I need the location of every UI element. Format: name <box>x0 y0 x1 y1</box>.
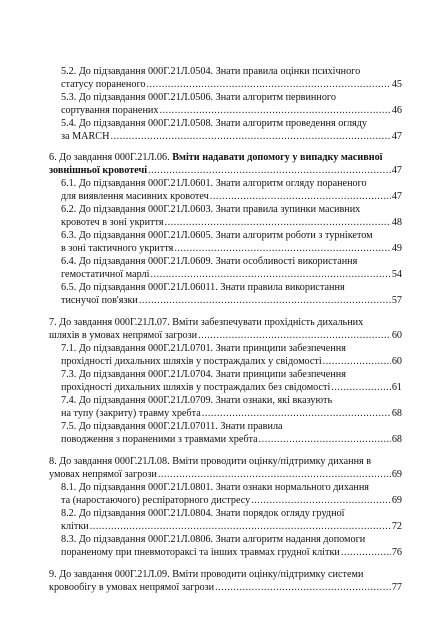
toc-entry-text: 7.5. До підзавдання 000Г.21Л.07011. Знати правила <box>61 421 283 432</box>
toc-section-6 <box>49 152 383 164</box>
toc-entry-7-1-cont <box>61 356 402 368</box>
toc-entry-6-2-cont <box>61 217 402 229</box>
toc-entry-text: 5.2. До підзавдання 000Г.21Л.0504. Знати правила оцінки психічного <box>61 66 361 77</box>
toc-section-text: кровообігу в умовах непрямої загрози <box>49 582 215 593</box>
toc-page-number: 60 <box>391 356 402 367</box>
toc-leader-dots <box>148 165 391 177</box>
toc-entry-6-4-cont <box>61 269 402 281</box>
toc-entry-text: поводження з пораненими з травмами хребта <box>61 434 258 445</box>
toc-section-text: 7. До завдання 000Г.21Л.07. Вміти забезпечувати прохідність дихальних <box>49 317 364 328</box>
toc-entry-text: 6.3. До підзавдання 000Г.21Л.0605. Знати алгоритм роботи з турнікетом <box>61 230 373 241</box>
toc-entry-text: сортування поранених <box>61 105 159 116</box>
toc-leader-dots <box>174 243 390 255</box>
toc-leader-dots <box>139 295 391 307</box>
toc-entry-text: 7.4. До підзавдання 000Г.21Л.0709. Знати ознаки, які вказують <box>61 395 333 406</box>
toc-section-7 <box>49 317 363 329</box>
toc-entry-text: прохідності дихальних шляхів у постраждалих у свідомості <box>61 356 322 367</box>
toc-entry-text: на тупу (закриту) травму хребта <box>61 408 201 419</box>
toc-page-number: 69 <box>391 495 402 506</box>
toc-entry-text: 5.3. До підзавдання 000Г.21Л.0506. Знати алгоритм первинного <box>61 92 336 103</box>
toc-page-number: 57 <box>391 295 402 306</box>
toc-leader-dots <box>110 131 390 143</box>
toc-entry-7-5-cont <box>61 434 402 446</box>
toc-page-number: 61 <box>391 382 402 393</box>
toc-entry-6-2 <box>61 204 360 216</box>
toc-entry-text: 8.2. До підзавдання 000Г.21Л.0804. Знати порядок огляду грудної <box>61 508 345 519</box>
toc-page-number: 72 <box>391 521 402 532</box>
toc-entry-6-3 <box>61 230 373 242</box>
toc-entry-6-3-cont <box>61 243 402 255</box>
toc-entry-6-1-cont <box>61 191 402 203</box>
toc-entry-text: тиснучої пов'язки <box>61 295 138 306</box>
toc-page-number: 54 <box>391 269 402 280</box>
toc-entry-text: 8.3. До підзавдання 000Г.21Л.0806. Знати алгоритм надання допомоги <box>61 534 366 545</box>
toc-entry-text: пораненому при пневмотораксі та інших травмах грудної клітки <box>61 547 340 558</box>
toc-section-7-cont <box>49 330 402 342</box>
toc-page-number: 47 <box>391 191 402 202</box>
toc-entry-6-5-cont <box>61 295 402 307</box>
toc-entry-7-3 <box>61 369 346 381</box>
toc-entry-8-2 <box>61 508 345 520</box>
toc-entry-7-4-cont <box>61 408 402 420</box>
toc-leader-dots <box>341 547 391 559</box>
toc-page-number: 69 <box>391 469 402 480</box>
toc-entry-text: клітки <box>61 521 89 532</box>
toc-leader-dots <box>147 79 391 91</box>
toc-leader-dots <box>210 191 391 203</box>
toc-leader-dots <box>165 217 391 229</box>
toc-entry-5-2 <box>61 66 360 78</box>
toc-entry-7-5 <box>61 421 283 433</box>
toc-section-text: умовах непрямої загрози <box>49 469 157 480</box>
toc-entry-text: в зоні тактичного укриття <box>61 243 174 254</box>
toc-entry-6-5 <box>61 282 345 294</box>
toc-entry-7-4 <box>61 395 332 407</box>
toc-entry-6-1 <box>61 178 367 190</box>
toc-leader-dots <box>215 582 391 594</box>
toc-entry-7-1 <box>61 343 346 355</box>
toc-entry-text: 8.1. До підзавдання 000Г.21Л.0801. Знати ознаки нормального дихання <box>61 482 369 493</box>
toc-entry-text: 6.2. До підзавдання 000Г.21Л.0603. Знати правила зупинки масивних <box>61 204 361 215</box>
toc-section-8 <box>49 456 371 468</box>
toc-leader-dots <box>323 356 391 368</box>
toc-entry-text: 5.4. До підзавдання 000Г.21Л.0508. Знати алгоритм проведення огляду <box>61 118 368 129</box>
toc-entry-text: 6.5. До підзавдання 000Г.21Л.06011. Знати правила використання <box>61 282 345 293</box>
toc-entry-8-3 <box>61 534 365 546</box>
toc-entry-text: 6.4. До підзавдання 000Г.21Л.0609. Знати особливості використання <box>61 256 358 267</box>
toc-entry-5-3 <box>61 92 336 104</box>
toc-page-number: 46 <box>391 105 402 116</box>
toc-entry-text: 7.1. До підзавдання 000Г.21Л.0701. Знати принципи забезпечення <box>61 343 346 354</box>
toc-section-text: 9. До завдання 000Г.21Л.09. Вміти проводити оцінку/підтримку системи <box>49 569 364 580</box>
toc-section-text: шляхів в умовах непрямої загрози <box>49 330 198 341</box>
toc-entry-text: за MARCH <box>61 131 110 142</box>
toc-page-number: 47 <box>391 131 402 142</box>
toc-leader-dots <box>331 382 391 394</box>
toc-entry-5-4 <box>61 118 367 130</box>
toc-leader-dots <box>159 105 390 117</box>
toc-entry-7-3-cont <box>61 382 402 394</box>
toc-leader-dots <box>259 434 391 446</box>
toc-page-number: 48 <box>391 217 402 228</box>
toc-entry-8-1 <box>61 482 369 494</box>
toc-entry-5-2-cont <box>61 79 402 91</box>
toc-section-6-cont <box>49 165 402 177</box>
toc-section-title: Вміти надавати допомогу у випадку масивної <box>172 152 383 163</box>
toc-leader-dots <box>202 408 391 420</box>
toc-leader-dots <box>251 495 391 507</box>
toc-page-number: 76 <box>391 547 402 558</box>
toc-page-number: 47 <box>391 165 402 176</box>
toc-section-8-cont <box>49 469 402 481</box>
toc-page-number: 45 <box>391 79 402 90</box>
toc-entry-text: для виявлення масивних кровотеч <box>61 191 209 202</box>
toc-page-number: 68 <box>391 434 402 445</box>
toc-entry-text: кровотеч в зоні укриття <box>61 217 164 228</box>
toc-page-number: 68 <box>391 408 402 419</box>
toc-page-number: 60 <box>391 330 402 341</box>
toc-entry-8-1-cont <box>61 495 402 507</box>
toc-page-number: 49 <box>391 243 402 254</box>
toc-leader-dots <box>158 469 391 481</box>
toc-leader-dots <box>90 521 391 533</box>
toc-entry-text: 7.3. До підзавдання 000Г.21Л.0704. Знати принципи забезпечення <box>61 369 346 380</box>
toc-entry-5-4-cont <box>61 131 402 143</box>
toc-entry-6-4 <box>61 256 357 268</box>
toc-section-9 <box>49 569 363 581</box>
toc-page-number: 77 <box>391 582 402 593</box>
toc-entry-8-2-cont <box>61 521 402 533</box>
toc-entry-8-3-cont <box>61 547 402 559</box>
toc-section-title: зовнішньої кровотечі <box>49 165 148 176</box>
toc-section-text: 6. До завдання 000Г.21Л.06. <box>49 152 173 163</box>
toc-entry-text: прохідності дихальних шляхів у постраждалих без свідомості <box>61 382 331 393</box>
toc-leader-dots <box>150 269 390 281</box>
toc-entry-text: та (наростаючого) респіраторного дистресу <box>61 495 251 506</box>
toc-section-text: 8. До завдання 000Г.21Л.08. Вміти проводити оцінку/підтримку дихання в <box>49 456 372 467</box>
toc-entry-5-3-cont <box>61 105 402 117</box>
toc-section-9-cont <box>49 582 402 594</box>
toc-leader-dots <box>198 330 391 342</box>
toc-entry-text: статусу пораненого <box>61 79 146 90</box>
toc-entry-text: гемостатичної марлі <box>61 269 150 280</box>
toc-entry-text: 6.1. До підзавдання 000Г.21Л.0601. Знати алгоритм огляду пораненого <box>61 178 367 189</box>
